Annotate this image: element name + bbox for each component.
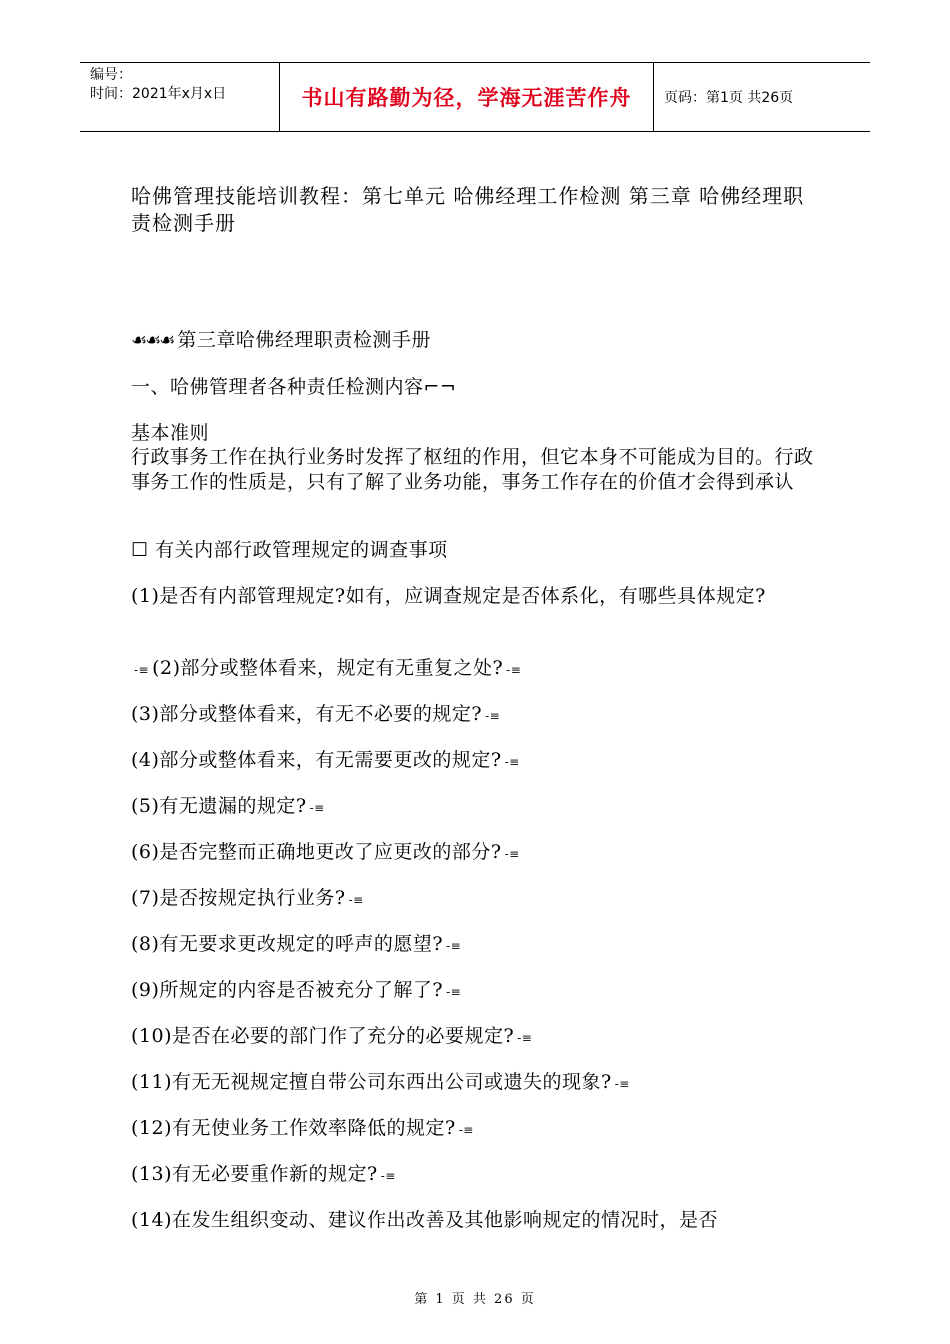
list-item: (13)有无必要重作新的规定? -≡	[131, 1163, 396, 1185]
basic-text: 行政事务工作在执行业务时发挥了枢纽的作用，但它本身不可能成为目的。行政事务工作的性质是，只有了解了业务功能，事务工作存在的价值才会得到承认	[131, 446, 814, 493]
list-item: (7)是否按规定执行业务? -≡	[131, 887, 364, 909]
page-header	[80, 62, 870, 132]
list-mark: -≡	[446, 985, 462, 999]
list-mark: -≡	[504, 847, 520, 861]
header-page-info: 页码：第1页 共26页	[664, 90, 794, 106]
list-item: (6)是否完整而正确地更改了应更改的部分? -≡	[131, 841, 520, 863]
list-item: (9)所规定的内容是否被充分了解了? -≡	[131, 979, 462, 1001]
document-title: 哈佛管理技能培训教程：第七单元 哈佛经理工作检测 第三章 哈佛经理职责检测手册	[131, 184, 805, 235]
list-item: (3)部分或整体看来，有无不必要的规定? -≡	[131, 703, 501, 725]
ornament-icon: ☙☙☙	[131, 330, 174, 351]
list-item: (8)有无要求更改规定的呼声的愿望? -≡	[131, 933, 462, 955]
section-mark: ⌐¬	[423, 376, 457, 398]
list-mark: -≡	[446, 939, 462, 953]
subsection-heading-line	[131, 538, 821, 563]
list-item: -≡ (2)部分或整体看来，规定有无重复之处? -≡	[134, 657, 522, 679]
header-motto: 书山有路勤为径，学海无涯苦作舟	[280, 63, 654, 131]
list-item: (11)有无无视规定擅自带公司东西出公司或遗失的现象? -≡	[131, 1071, 630, 1093]
page-footer: 第 1 页 共 26 页	[414, 1292, 536, 1307]
subsection-heading: 有关内部行政管理规定的调查事项	[148, 539, 448, 561]
list-mark: -≡	[348, 893, 364, 907]
list-mark: -≡	[458, 1123, 474, 1137]
list-mark: -≡	[614, 1077, 630, 1091]
list-item: (10)是否在必要的部门作了充分的必要规定? -≡	[131, 1025, 533, 1047]
document-number-label: 编号：	[90, 67, 132, 83]
list-mark: -≡	[134, 663, 150, 677]
basic-label: 基本准则	[131, 422, 210, 444]
list-mark: -≡	[380, 1169, 396, 1183]
section-heading: 一、哈佛管理者各种责任检测内容	[131, 376, 424, 398]
list-mark: -≡	[309, 801, 325, 815]
list-item: (1)是否有内部管理规定?如有，应调查规定是否体系化，有哪些具体规定?	[131, 585, 766, 607]
section-heading-line	[131, 375, 821, 400]
checkbox-icon: ☐	[131, 539, 149, 561]
list-item: (14)在发生组织变动、建议作出改善及其他影响规定的情况时，是否	[131, 1209, 719, 1231]
document-time-label: 时间：2021年x月x日	[90, 86, 227, 102]
list-mark: -≡	[504, 755, 520, 769]
chapter-heading: 第三章哈佛经理职责检测手册	[177, 329, 431, 351]
chapter-heading-line	[131, 328, 821, 353]
list-mark: -≡	[517, 1031, 533, 1045]
header-meta	[80, 63, 280, 131]
list-item: (4)部分或整体看来，有无需要更改的规定? -≡	[131, 749, 520, 771]
list-item: (5)有无遗漏的规定? -≡	[131, 795, 325, 817]
list-mark: -≡	[485, 709, 501, 723]
list-item: (12)有无使业务工作效率降低的规定? -≡	[131, 1117, 474, 1139]
list-mark: -≡	[506, 663, 522, 677]
